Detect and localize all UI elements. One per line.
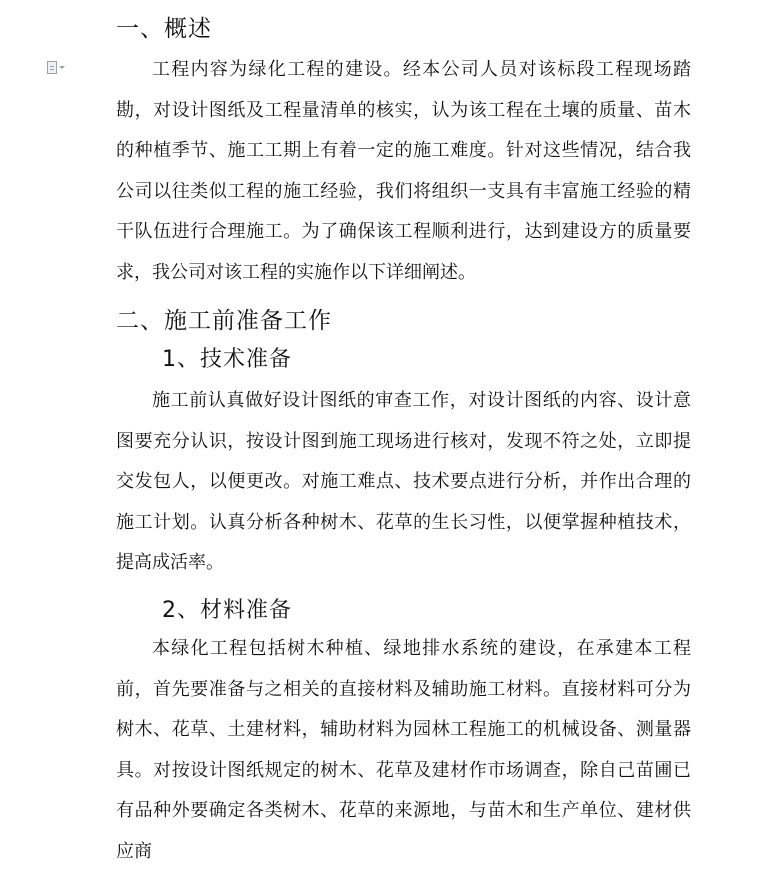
section-heading-preparation: 二、施工前准备工作 xyxy=(116,308,332,334)
overview-paragraph: 工程内容为绿化工程的建设。经本公司人员对该标段工程现场踏勘，对设计图纸及工程量清单的核实，认为该工程在土壤的质量、苗木的种植季节、施工工期上有着一定的施工难度。针对这些情况，结合我公司以往类似工程的施工经验，我们将组织一支具有丰富施工经验的精干队伍进行合理施工。为了确保该工程顺利进行，达到建设方的质量要求，我公司对该工程的实施作以下详细阐述。 xyxy=(116,59,691,283)
document-options-icon[interactable] xyxy=(47,59,77,75)
section-heading-overview: 一、概述 xyxy=(116,16,212,42)
technical-paragraph: 施工前认真做好设计图纸的审查工作，对设计图纸的内容、设计意图要充分认识，按设计图到施工现场进行核对，发现不符之处，立即提交发包人，以便更改。对施工难点、技术要点进行分析，并作出合理的施工计划。认真分析各种树木、花草的生长习性，以便掌握种植技术，提高成活率。 xyxy=(116,390,691,573)
document-sheet-icon xyxy=(47,61,57,74)
materials-paragraph: 本绿化工程包括树木种植、绿地排水系统的建设，在承建本工程前，首先要准备与之相关的直接材料及辅助施工材料。直接材料可分为树木、花草、土建材料，辅助材料为园林工程施工的机械设备、测量器具。对按设计图纸规定的树木、花草及建材作市场调查，除自己苗圃已有品种外要确定各类树木、花草的来源地，与苗木和生产单位、建材供应商 xyxy=(116,638,691,862)
subsection-heading-materials: 2、材料准备 xyxy=(162,598,292,623)
subsection-heading-technical: 1、技术准备 xyxy=(162,347,292,372)
chevron-down-icon xyxy=(59,66,65,69)
